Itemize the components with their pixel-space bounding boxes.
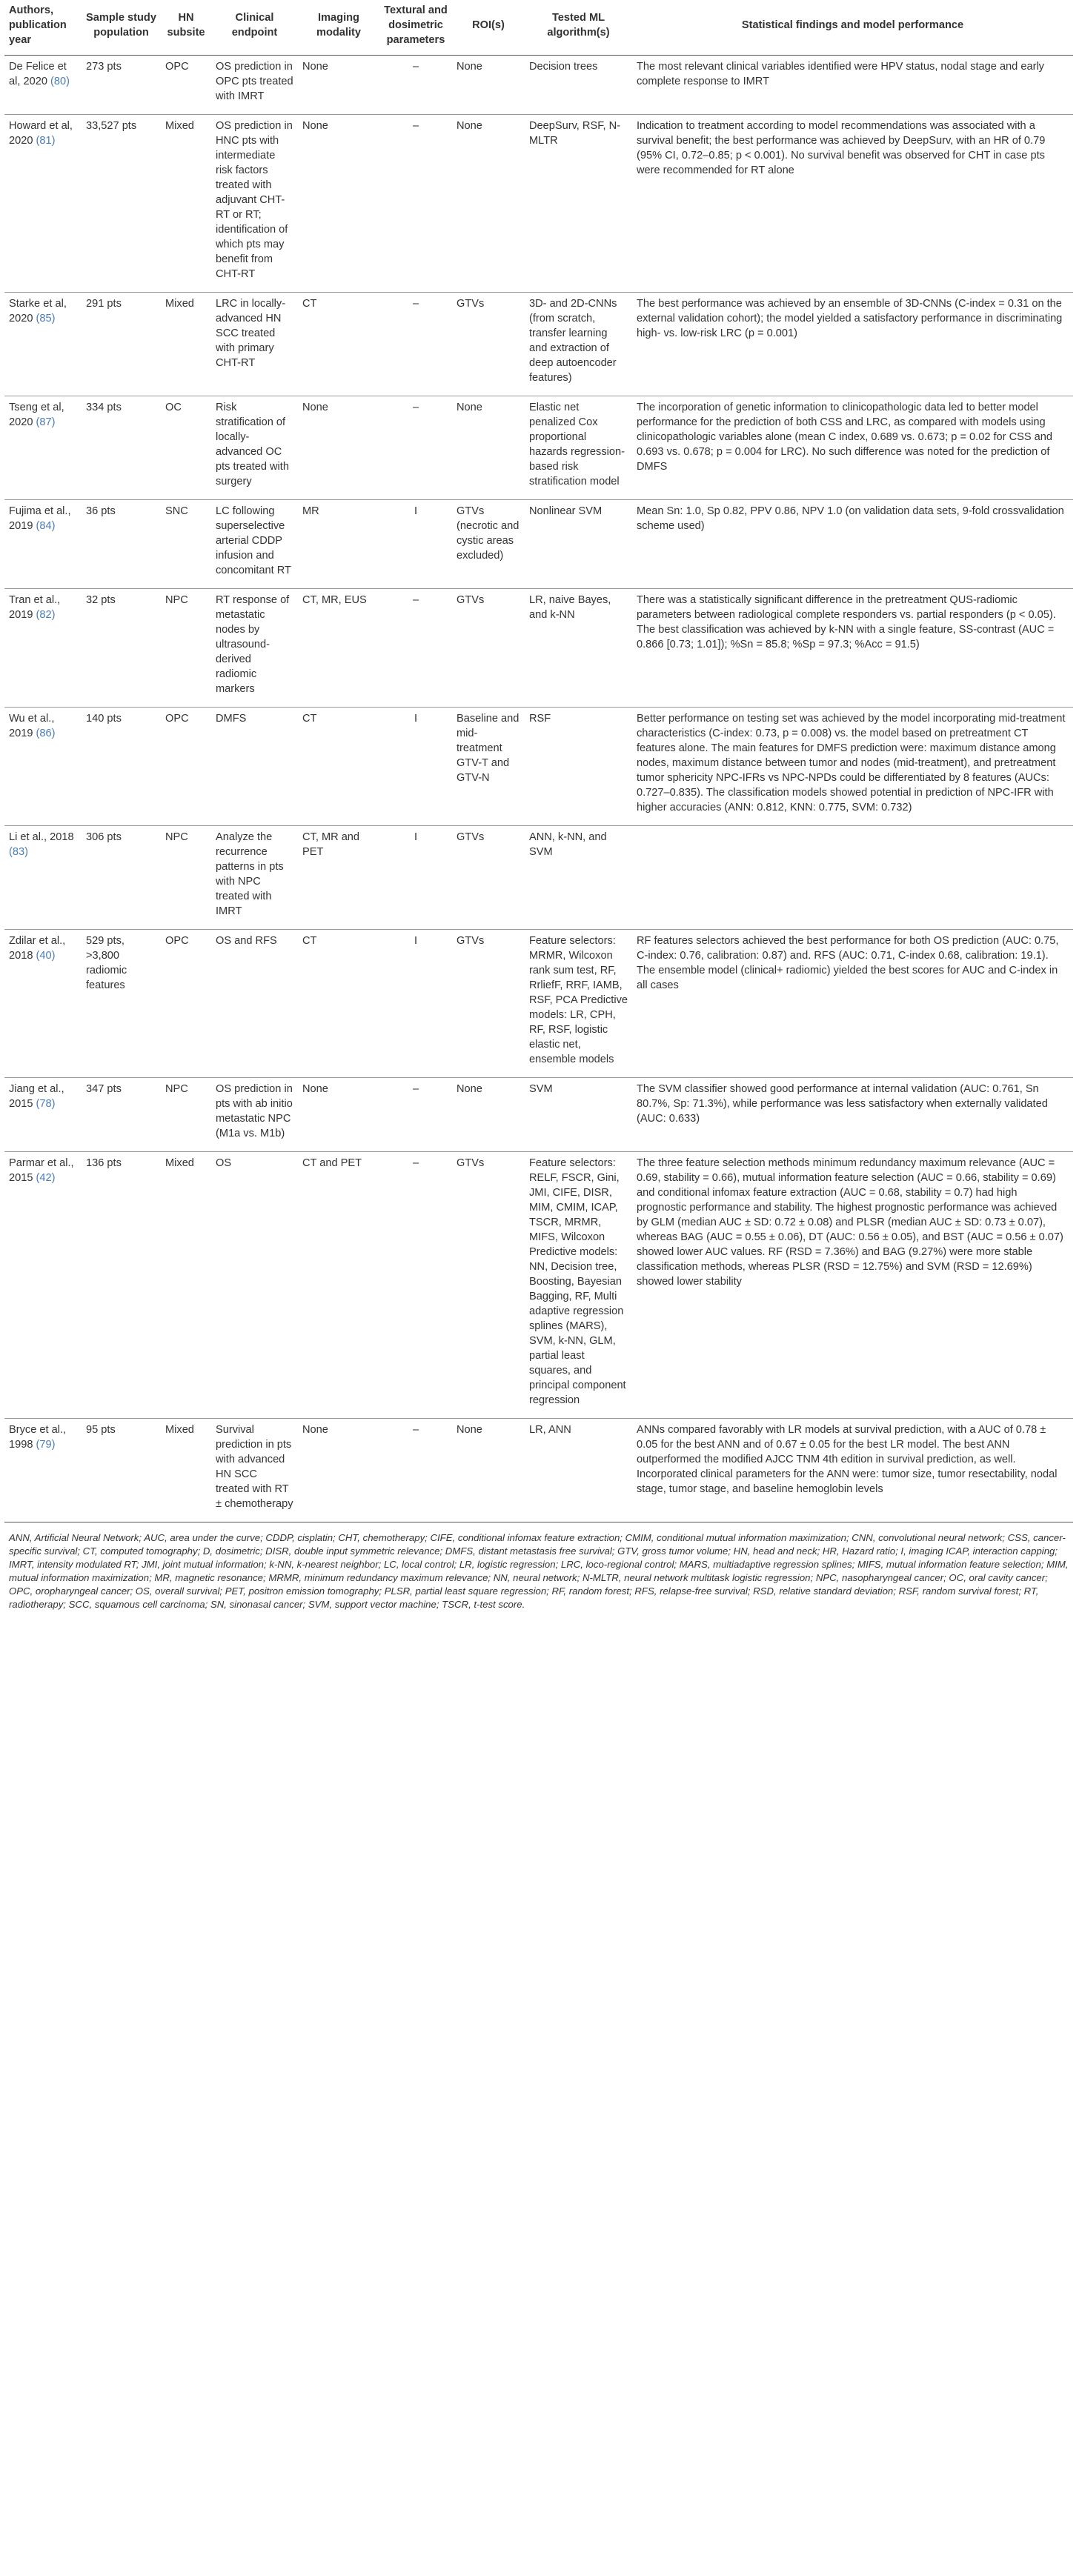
header-findings: Statistical findings and model performance: [632, 0, 1073, 56]
cell-algorithm: [525, 115, 632, 293]
cell-imaging-text: None: [302, 1083, 328, 1095]
cell-subsite-text: NPC: [165, 594, 188, 606]
cell-roi: [452, 826, 525, 930]
cell-algorithm-text: Feature selectors: MRMR, Wilcoxon rank sum test, RF, RrliefF, RRF, IAMB, RSF, PCA Predictive models: LR, CPH, RF, RSF, logistic elastic net, ensemble models: [529, 935, 628, 1065]
cell-algorithm-text: 3D- and 2D-CNNs (from scratch, transfer learning and extraction of deep autoencoder features): [529, 298, 617, 384]
table-row: [4, 1419, 1073, 1522]
cell-texture: [379, 708, 452, 826]
cell-endpoint-text: LRC in locally-advanced HN SCC treated with primary CHT-RT: [216, 298, 286, 369]
cell-population: [82, 930, 161, 1078]
cell-findings: [632, 115, 1073, 293]
cell-population: [82, 589, 161, 708]
cell-imaging-text: MR: [302, 505, 319, 517]
header-subsite: HN subsite: [161, 0, 211, 56]
table-row: [4, 1152, 1073, 1419]
header-algorithm: Tested ML algorithm(s): [525, 0, 632, 56]
cell-roi-text: None: [457, 61, 482, 73]
cell-endpoint: [211, 930, 298, 1078]
cell-author-text: Li et al., 2018: [9, 831, 74, 843]
cell-endpoint: [211, 708, 298, 826]
reference-link[interactable]: (86): [36, 728, 56, 739]
cell-population: [82, 1419, 161, 1522]
cell-author: [4, 396, 82, 500]
reference-link[interactable]: (42): [36, 1172, 56, 1184]
cell-author-text: Tran et al., 2019: [9, 594, 61, 621]
cell-roi: [452, 1419, 525, 1522]
cell-algorithm: [525, 1419, 632, 1522]
reference-link[interactable]: (80): [50, 76, 70, 87]
cell-population-text: 33,527 pts: [86, 120, 137, 132]
cell-roi-text: None: [457, 402, 482, 413]
cell-roi-text: GTVs: [457, 594, 485, 606]
cell-imaging-text: None: [302, 61, 328, 73]
cell-algorithm-text: Decision trees: [529, 61, 598, 73]
cell-imaging-text: CT and PET: [302, 1157, 362, 1169]
cell-roi-text: None: [457, 120, 482, 132]
cell-findings: [632, 708, 1073, 826]
cell-population: [82, 708, 161, 826]
cell-population: [82, 115, 161, 293]
cell-population-text: 32 pts: [86, 594, 116, 606]
cell-texture-text: I: [414, 831, 418, 843]
cell-author-text: Howard et al, 2020: [9, 120, 73, 147]
table-row: [4, 115, 1073, 293]
cell-texture-text: –: [412, 1157, 419, 1169]
cell-endpoint: [211, 396, 298, 500]
cell-endpoint-text: OS and RFS: [216, 935, 277, 947]
cell-findings-text: RF features selectors achieved the best performance for both OS prediction (AUC: 0.75, C-index: 0.76, calibration: 0.87) and. RFS (AUC: 0.71, C-index 0.68, calibration: 19.1). The ensemble model (clinical+ radiomic) yielded the best scores for AUC and C-index in all cases: [637, 935, 1059, 991]
cell-endpoint: [211, 56, 298, 115]
cell-subsite: [161, 56, 211, 115]
cell-subsite-text: NPC: [165, 831, 188, 843]
cell-subsite: [161, 708, 211, 826]
cell-population-text: 140 pts: [86, 713, 122, 725]
cell-imaging: [298, 1152, 379, 1419]
cell-algorithm: [525, 930, 632, 1078]
cell-texture: [379, 1078, 452, 1152]
cell-algorithm-text: Feature selectors: RELF, FSCR, Gini, JMI, CIFE, DISR, MIM, CMIM, ICAP, TSCR, MRMR, MIFS, Wilcoxon Predictive models: NN, Decision tree, Boosting, Bayesian Bagging, RF, Multi adaptive regression splines (MARS), SVM, k-NN, GLM, partial least squares, and principal component regression: [529, 1157, 626, 1406]
cell-population-text: 347 pts: [86, 1083, 122, 1095]
cell-findings: [632, 826, 1073, 930]
cell-endpoint: [211, 115, 298, 293]
cell-subsite: [161, 293, 211, 396]
cell-texture-text: –: [412, 61, 419, 73]
cell-subsite: [161, 500, 211, 589]
cell-roi: [452, 500, 525, 589]
cell-roi: [452, 396, 525, 500]
cell-roi: [452, 589, 525, 708]
reference-link[interactable]: (40): [36, 950, 56, 962]
cell-population-text: 529 pts, >3,800 radiomic features: [86, 935, 127, 991]
cell-author: [4, 293, 82, 396]
cell-texture-text: –: [412, 120, 419, 132]
cell-findings-text: The most relevant clinical variables identified were HPV status, nodal stage and early complete response to IMRT: [637, 61, 1044, 87]
reference-link[interactable]: (78): [36, 1098, 56, 1110]
cell-findings-text: ANNs compared favorably with LR models at survival prediction, with a AUC of 0.78 ± 0.05 for the best ANN and of 0.67 ± 0.05 for the best LR model. The best ANN outperformed the modified AJCC TNM 4th edition in survival prediction, as well. Incorporated clinical parameters for the ANN were: tumor size, tumor resectability, nodal stage, tumor stage, and baseline hemoglobin levels: [637, 1424, 1058, 1495]
cell-population: [82, 293, 161, 396]
cell-endpoint: [211, 1419, 298, 1522]
cell-roi: [452, 56, 525, 115]
cell-population-text: 334 pts: [86, 402, 122, 413]
cell-population: [82, 1078, 161, 1152]
cell-author-text: De Felice et al, 2020: [9, 61, 67, 87]
cell-findings-text: The best performance was achieved by an ensemble of 3D-CNNs (C-index = 0.31 on the external validation cohort); the model yielded a satisfactory performance in discriminating high- vs. low-risk LRC (p = 0.001): [637, 298, 1063, 339]
cell-roi-text: None: [457, 1424, 482, 1436]
cell-findings: [632, 293, 1073, 396]
cell-subsite-text: Mixed: [165, 1157, 194, 1169]
cell-texture-text: –: [412, 298, 419, 310]
cell-imaging: [298, 396, 379, 500]
cell-subsite: [161, 589, 211, 708]
cell-algorithm: [525, 500, 632, 589]
cell-author: [4, 500, 82, 589]
reference-link[interactable]: (81): [36, 135, 56, 147]
table-row: [4, 293, 1073, 396]
cell-imaging-text: CT, MR, EUS: [302, 594, 367, 606]
cell-imaging-text: CT, MR and PET: [302, 831, 360, 858]
cell-subsite-text: Mixed: [165, 298, 194, 310]
cell-findings: [632, 56, 1073, 115]
reference-link[interactable]: (84): [36, 520, 56, 532]
cell-roi-text: GTVs: [457, 1157, 485, 1169]
cell-endpoint-text: OS prediction in HNC pts with intermediate risk factors treated with adjuvant CHT-RT or RT; identification of which pts may benefit from CHT-RT: [216, 120, 293, 280]
cell-imaging-text: None: [302, 402, 328, 413]
cell-subsite-text: OPC: [165, 61, 189, 73]
cell-roi: [452, 1152, 525, 1419]
cell-algorithm: [525, 1152, 632, 1419]
cell-texture-text: I: [414, 713, 418, 725]
cell-author-text: Tseng et al, 2020: [9, 402, 64, 428]
cell-findings-text: There was a statistically significant difference in the pretreatment QUS-radiomic parameters between radiological complete responders vs. partial responders (p < 0.05). The best classification was achieved by k-NN with a single feature, SS-contrast (AUC = 0.866 [0.73; 1.01]); %Sn = 85.8; %Sp = 97.3; %Acc = 91.5): [637, 594, 1056, 650]
reference-link[interactable]: (85): [36, 313, 56, 325]
cell-roi-text: Baseline and mid-treatment GTV-T and GTV-N: [457, 713, 520, 784]
cell-endpoint: [211, 293, 298, 396]
cell-endpoint-text: Analyze the recurrence patterns in pts with NPC treated with IMRT: [216, 831, 284, 917]
cell-roi-text: None: [457, 1083, 482, 1095]
cell-author-text: Jiang et al., 2015: [9, 1083, 64, 1110]
cell-endpoint: [211, 589, 298, 708]
cell-texture-text: –: [412, 402, 419, 413]
header-roi: ROI(s): [452, 0, 525, 56]
cell-roi: [452, 293, 525, 396]
table-row: [4, 589, 1073, 708]
cell-subsite: [161, 1419, 211, 1522]
cell-algorithm: [525, 589, 632, 708]
cell-population: [82, 396, 161, 500]
cell-imaging: [298, 826, 379, 930]
cell-subsite: [161, 115, 211, 293]
cell-findings-text: The three feature selection methods minimum redundancy maximum relevance (AUC = 0.69, stability = 0.66), mutual information feature selection (AUC = 0.66, stability = 0.69) and conditional infomax feature extraction (AUC = 0.68, stability = 0.7) had high prognostic performance and stability. The highest prognostic performance was achieved by GLM (median AUC ± SD: 0.72 ± 0.08) and PLSR (median AUC ± SD: 0.73 ± 0.07), whereas BAG (AUC = 0.55 ± 0.06), DT (AUC: 0.56 ± 0.05), and BST (AUC = 0.56 ± 0.07) showed lower AUC values. RF (RSD = 7.36%) and BAG (9.27%) were more stable classification methods, whereas PLSR (RSD = 12.75%) and SVM (RSD = 12.69%) showed lower stability: [637, 1157, 1063, 1288]
table-row: [4, 826, 1073, 930]
cell-author: [4, 115, 82, 293]
cell-texture: [379, 1152, 452, 1419]
cell-author: [4, 930, 82, 1078]
cell-endpoint: [211, 826, 298, 930]
cell-roi: [452, 1078, 525, 1152]
table-footnote: ANN, Artificial Neural Network; AUC, area under the curve; CDDP, cisplatin; CHT, chemotherapy; CIFE, conditional infomax feature extraction; CMIM, conditional mutual information maximization; CNN, convolutional neural network; CSS, cancer-specific survival; CT, computed tomography; D, dosimetric; DISR, double input symmetric relevance; DMFS, distant metastasis free survival; GTV, gross tumor volume; HN, head and neck; HR, Hazard ratio; I, imaging ICAP, interaction capping; IMRT, intensity modulated RT; JMI, joint mutual information; k-NN, k-nearest neighbor; LC, local control; LR, logistic regression; LRC, loco-regional control; MARS, multiadaptive regression splines; MIFS, mutual information feature selection; MIM, mutual information maximization; MR, magnetic resonance; MRMR, minimum redundancy maximum relevance; NN, neural network; N-MLTR, neural network multitask logistic regression; NPC, nasopharyngeal cancer; OC, oral cavity cancer; OPC, oropharyngeal cancer; OS, overall survival; PET, positron emission tomography; PLSR, partial least square regression; RF, random forest; RFS, relapse-free survival; RSD, relative standard deviation; RSF, random survival forest; RT, radiotherapy; SCC, squamous cell carcinoma; SN, sinonasal cancer; SVM, support vector machine; TSCR, t-test score.: [9, 1532, 1069, 1610]
cell-imaging: [298, 115, 379, 293]
cell-findings-text: Indication to treatment according to model recommendations was associated with a survival benefit; the best performance was achieved by DeepSurv, with an HR of 0.79 (95% CI, 0.72–0.85; p < 0.001). No survival benefit was observed for CHT in case pts were recommended for RT alone: [637, 120, 1046, 176]
cell-subsite: [161, 396, 211, 500]
cell-algorithm-text: ANN, k-NN, and SVM: [529, 831, 607, 858]
cell-findings-text: The SVM classifier showed good performance at internal validation (AUC: 0.761, Sn 80.7%, Sp: 71.3%), while performance was less satisfactory when externally validated (AUC: 0.633): [637, 1083, 1048, 1125]
cell-texture-text: –: [412, 1424, 419, 1436]
cell-imaging: [298, 708, 379, 826]
table-row: [4, 500, 1073, 589]
cell-findings-text: Better performance on testing set was achieved by the model incorporating mid-treatment characteristics (C-index: 0.73, p = 0.008) vs. the model based on pretreatment CT features alone. The main features for DMFS prediction were: maximum distance among nodes, maximum distance between tumor and nodes (mid-treatment), and pretreatment tumor sphericity NPC-IFRs vs NPC-NPDs could be differentiated by 8 features (AUCs: 0.727–0.835). The classification models showed potential in prediction of NPC-IFR with higher accuracies (ANN: 0.812, KNN: 0.775, SVM: 0.732): [637, 713, 1066, 813]
cell-subsite-text: Mixed: [165, 120, 194, 132]
cell-imaging: [298, 56, 379, 115]
cell-findings: [632, 930, 1073, 1078]
cell-imaging-text: None: [302, 1424, 328, 1436]
cell-roi-text: GTVs: [457, 935, 485, 947]
cell-population-text: 291 pts: [86, 298, 122, 310]
reference-link[interactable]: (87): [36, 416, 56, 428]
cell-endpoint: [211, 1152, 298, 1419]
cell-endpoint-text: Survival prediction in pts with advanced HN SCC treated with RT ± chemotherapy: [216, 1424, 293, 1510]
cell-findings-text: Mean Sn: 1.0, Sp 0.82, PPV 0.86, NPV 1.0 (on validation data sets, 9-fold crossvalidation scheme used): [637, 505, 1064, 532]
cell-algorithm: [525, 396, 632, 500]
cell-texture: [379, 293, 452, 396]
cell-algorithm-text: RSF: [529, 713, 551, 725]
cell-subsite: [161, 1152, 211, 1419]
cell-texture: [379, 396, 452, 500]
cell-population: [82, 826, 161, 930]
cell-findings: [632, 589, 1073, 708]
cell-findings: [632, 500, 1073, 589]
cell-imaging: [298, 589, 379, 708]
cell-subsite-text: OPC: [165, 935, 189, 947]
cell-endpoint-text: DMFS: [216, 713, 247, 725]
cell-algorithm-text: Nonlinear SVM: [529, 505, 603, 517]
cell-algorithm-text: LR, naive Bayes, and k-NN: [529, 594, 611, 621]
cell-findings: [632, 1078, 1073, 1152]
cell-texture-text: I: [414, 505, 418, 517]
cell-algorithm: [525, 1078, 632, 1152]
cell-texture: [379, 500, 452, 589]
cell-author-text: Wu et al., 2019: [9, 713, 55, 739]
cell-roi-text: GTVs: [457, 831, 485, 843]
cell-imaging: [298, 1078, 379, 1152]
cell-texture: [379, 589, 452, 708]
header-endpoint: Clinical endpoint: [211, 0, 298, 56]
cell-population-text: 36 pts: [86, 505, 116, 517]
table-row: [4, 1078, 1073, 1152]
cell-endpoint-text: LC following superselective arterial CDDP infusion and concomitant RT: [216, 505, 291, 576]
cell-texture: [379, 1419, 452, 1522]
cell-texture: [379, 930, 452, 1078]
cell-author: [4, 826, 82, 930]
header-row: [4, 0, 1073, 56]
table-body: [4, 56, 1073, 1522]
cell-author-text: Starke et al, 2020: [9, 298, 67, 325]
cell-findings-text: The incorporation of genetic information to clinicopathologic data led to better model performance for the prediction of both CSS and LRC, as compared with models using clinicopathologic variables alone (mean C index, 0.689 vs. 0.673; p = 0.02 for CSS and 0.693 vs. 0.678; p = 0.004 for LRC). No such difference was noted for the prediction of DMFS: [637, 402, 1052, 473]
cell-texture: [379, 826, 452, 930]
cell-findings: [632, 396, 1073, 500]
cell-roi: [452, 115, 525, 293]
cell-roi-text: GTVs: [457, 298, 485, 310]
reference-link[interactable]: (83): [9, 846, 28, 858]
cell-population: [82, 1152, 161, 1419]
cell-endpoint-text: OS: [216, 1157, 232, 1169]
table-row: [4, 930, 1073, 1078]
cell-population-text: 273 pts: [86, 61, 122, 73]
cell-author: [4, 1152, 82, 1419]
cell-algorithm-text: LR, ANN: [529, 1424, 571, 1436]
cell-imaging-text: CT: [302, 713, 317, 725]
cell-texture-text: –: [412, 1083, 419, 1095]
cell-author-text: Parmar et al., 2015: [9, 1157, 74, 1184]
cell-algorithm-text: Elastic net penalized Cox proportional hazards regression-based risk stratification model: [529, 402, 625, 487]
cell-subsite: [161, 826, 211, 930]
table-row: [4, 396, 1073, 500]
cell-endpoint-text: OS prediction in OPC pts treated with IMRT: [216, 61, 293, 102]
cell-imaging: [298, 1419, 379, 1522]
cell-author: [4, 1078, 82, 1152]
cell-population-text: 136 pts: [86, 1157, 122, 1169]
cell-author-text: Zdilar et al., 2018: [9, 935, 66, 962]
header-texture: Textural and dosimetric parameters: [379, 0, 452, 56]
cell-findings: [632, 1419, 1073, 1522]
cell-roi: [452, 930, 525, 1078]
cell-subsite-text: Mixed: [165, 1424, 194, 1436]
cell-author: [4, 589, 82, 708]
cell-imaging-text: None: [302, 120, 328, 132]
cell-algorithm-text: DeepSurv, RSF, N-MLTR: [529, 120, 620, 147]
cell-author-text: Fujima et al., 2019: [9, 505, 71, 532]
ml-studies-table: [4, 0, 1073, 1522]
header-authors: Authors, publication year: [4, 0, 82, 56]
cell-roi-text: GTVs (necrotic and cystic areas excluded): [457, 505, 520, 562]
cell-population: [82, 500, 161, 589]
header-imaging: Imaging modality: [298, 0, 379, 56]
cell-subsite: [161, 930, 211, 1078]
cell-roi: [452, 708, 525, 826]
cell-texture-text: –: [412, 594, 419, 606]
cell-author-text: Bryce et al., 1998: [9, 1424, 67, 1451]
cell-texture-text: I: [414, 935, 418, 947]
cell-findings: [632, 1152, 1073, 1419]
cell-author: [4, 708, 82, 826]
cell-imaging-text: CT: [302, 298, 317, 310]
cell-author: [4, 56, 82, 115]
cell-imaging: [298, 930, 379, 1078]
cell-population-text: 306 pts: [86, 831, 122, 843]
cell-texture: [379, 56, 452, 115]
cell-algorithm: [525, 708, 632, 826]
cell-endpoint-text: RT response of metastatic nodes by ultrasound-derived radiomic markers: [216, 594, 290, 695]
cell-subsite-text: NPC: [165, 1083, 188, 1095]
cell-subsite: [161, 1078, 211, 1152]
cell-population-text: 95 pts: [86, 1424, 116, 1436]
cell-algorithm: [525, 56, 632, 115]
table-row: [4, 708, 1073, 826]
cell-subsite-text: SNC: [165, 505, 188, 517]
cell-imaging-text: CT: [302, 935, 317, 947]
table-row: [4, 56, 1073, 115]
cell-endpoint: [211, 500, 298, 589]
cell-endpoint-text: Risk stratification of locally-advanced OC pts treated with surgery: [216, 402, 289, 487]
cell-algorithm: [525, 293, 632, 396]
reference-link[interactable]: (79): [36, 1439, 56, 1451]
cell-subsite-text: OPC: [165, 713, 189, 725]
reference-link[interactable]: (82): [36, 609, 56, 621]
cell-algorithm: [525, 826, 632, 930]
cell-endpoint-text: OS prediction in pts with ab initio metastatic NPC (M1a vs. M1b): [216, 1083, 293, 1139]
header-population: Sample study population: [82, 0, 161, 56]
cell-author: [4, 1419, 82, 1522]
cell-texture: [379, 115, 452, 293]
cell-subsite-text: OC: [165, 402, 182, 413]
cell-endpoint: [211, 1078, 298, 1152]
cell-imaging: [298, 500, 379, 589]
cell-population: [82, 56, 161, 115]
cell-algorithm-text: SVM: [529, 1083, 553, 1095]
cell-imaging: [298, 293, 379, 396]
